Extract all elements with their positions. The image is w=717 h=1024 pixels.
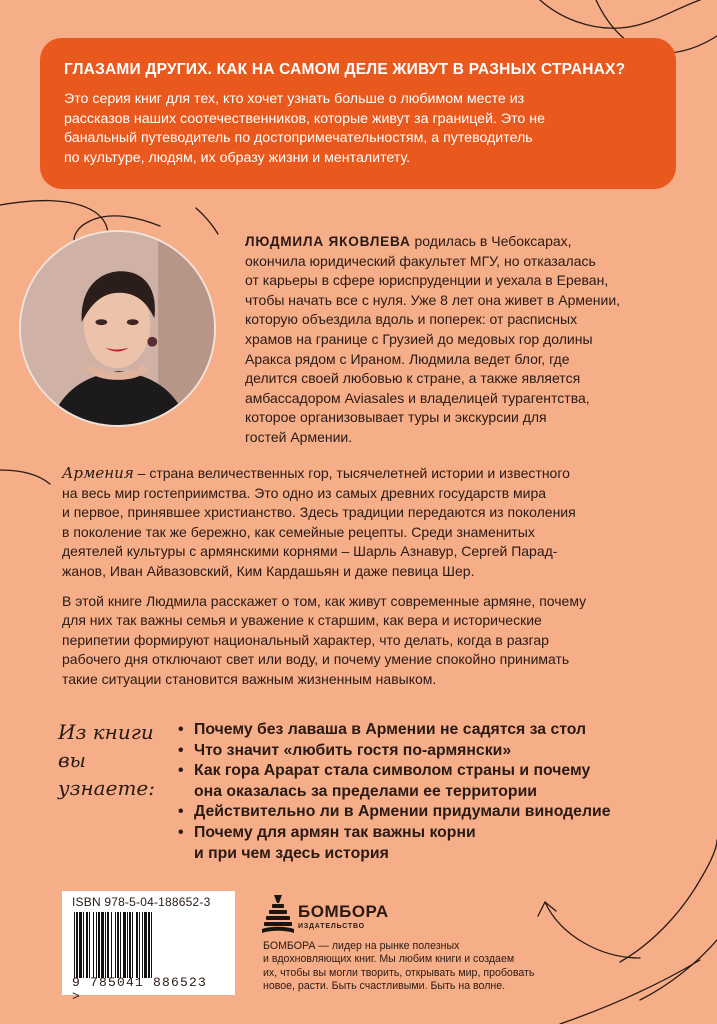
book-description [62,464,678,690]
series-title: ГЛАЗАМИ ДРУГИХ. КАК НА САМОМ ДЕЛЕ ЖИВУТ В РАЗНЫХ СТРАНАХ? [64,61,626,78]
learn-item: • Почему без лаваша в Армении не садятся за стол [176,720,646,741]
series-banner [40,38,676,189]
armenia-handwritten-word: Армения [62,464,134,482]
series-description: Это серия книг для тех, кто хочет узнать больше о любимом месте из рассказов наших соотечественников, которые живут за границей. Это не банальный путеводитель по достопримечательностям, а путеводитель по культуре, людям, их образу жизни и менталитету. [64,91,545,166]
learn-heading: Из книги вы узнаете: [58,720,155,800]
barcode-bars [72,912,224,978]
learn-item: • Почему для армян так важны корни и при чем здесь история [176,823,646,864]
publisher-name: БОМБОРА [298,902,389,921]
learn-item: • Действительно ли в Армении придумали виноделие [176,802,646,823]
author-name: ЛЮДМИЛА ЯКОВЛЕВА [245,234,411,249]
author-bio [245,232,677,448]
learn-item: • Как гора Арарат стала символом страны и почему она оказалась за пределами ее территории [176,761,646,802]
author-bio-text: родилась в Чебоксарах, окончила юридический факультет МГУ, но отказалась от карьеры в сфере юриспруденции и уехала в Ереван, чтобы начать все с нуля. Уже 8 лет она живет в Армении, которую объездила вдоль и поперек: от расписных храмов на границе с Грузией до медовых гор долины Аракса рядом с Ираном. Людмила ведет блог, где делится своей любовью к стране, а также является амбассадором Aviasales и владелицей турагентства, которое организовывает туры и экскурсии для гостей Армении. [245,233,621,445]
learn-list [176,720,646,864]
publisher-subtitle: ИЗДАТЕЛЬСТВО [298,923,365,930]
barcode-block [62,891,235,1004]
description-paragraph-1 [62,464,678,582]
publisher-description: БОМБОРА — лидер на рынке полезных и вдохновляющих книг. Мы любим книги и создаем их, чтобы вы могли творить, открывать мир, пробовать новое, расти. Быть счастливыми. Быть на волне. [263,940,535,993]
learn-item: • Что значит «любить гостя по-армянски» [176,741,646,762]
barcode-digits: 9 785041 886523 > [72,975,208,1004]
description-paragraph-1-text: – страна величественных гор, тысячелетней истории и известного на весь мир гостеприимства. Это одно из самых древних государств мира и первое, принявшее христианство. Здесь традиции передаются из поколения в поколение так же бережно, как семейные рецепты. Среди знаменитых деятелей культуры с армянскими корнями – Шарль Азнавур, Сергей Парад- жанов, Иван Айвазовский, Ким Кардашьян и даже певица Шер. [62,465,576,579]
publisher-logo-mark-icon [262,893,294,937]
isbn-number: ISBN 978-5-04-188652-3 [72,895,211,909]
publisher-logo [262,893,402,939]
author-portrait-illustration [21,232,214,425]
description-paragraph-2: В этой книге Людмила расскажет о том, как живут современные армяне, почему для них так важны семья и уважение к старшим, как вера и исторические перипетии формируют национальный характер, что делать, когда в разгар рабочего дня отключают свет или воду, и почему умение спокойно принимать такие ситуации становится важным жизненным навыком. [62,592,587,687]
author-photo [19,230,216,427]
